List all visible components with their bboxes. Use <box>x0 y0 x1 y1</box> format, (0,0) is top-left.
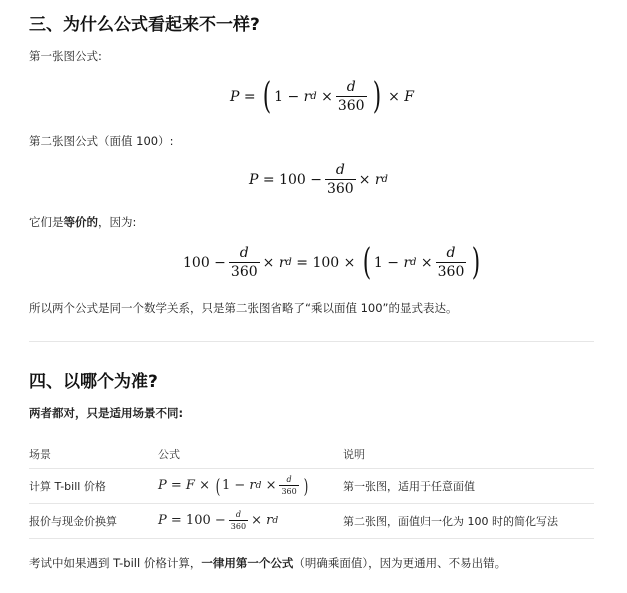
section-divider <box>29 341 594 342</box>
cell-note: 第二张图，面值归一化为 100 时的简化写法 <box>343 503 594 538</box>
formula-2-label: 第二张图公式（面值 100）: <box>29 134 174 148</box>
equivalence-text: 它们是等价的，因为: <box>29 215 137 229</box>
section-3-title: 三、为什么公式看起来不一样? <box>29 15 260 35</box>
formula-2: P = 100 − $\frac{d}{360}$ × r d <box>249 162 388 197</box>
header-formula: 公式 <box>158 440 343 468</box>
scenario-table <box>29 440 594 539</box>
cell-note: 第一张图，适用于任意面值 <box>343 468 594 503</box>
header-scene: 场景 <box>29 440 158 468</box>
equivalence-formula: 100 − $\frac{d}{360}$ × r d = 100 × ( 1 − r d × $\frac{d}{360}$ ) <box>183 242 481 283</box>
header-note: 说明 <box>343 440 594 468</box>
table-row <box>29 468 594 503</box>
section-4-subtitle: 两者都对，只是适用场景不同: <box>29 406 184 420</box>
formula-1: P = ( 1 − r d × $\frac{d}{360}$ ) × F <box>230 76 414 117</box>
cell-scene: 报价与现金价换算 <box>29 503 158 538</box>
table-header-row <box>29 440 594 468</box>
cell-formula: P = 100 − $\frac{d}{360}$ × r d <box>158 503 343 538</box>
formula-1-label: 第一张图公式: <box>29 49 102 63</box>
footer-text: 考试中如果遇到 T-bill 价格计算，一律用第一个公式（明确乘面值），因为更通用、不易出错。 <box>29 556 507 570</box>
section-4-title: 四、以哪个为准? <box>29 372 158 392</box>
cell-scene: 计算 T-bill 价格 <box>29 468 158 503</box>
cell-formula: P = F × ( 1 − r d × $\frac{d}{360}$ ) <box>158 468 343 503</box>
table-row <box>29 503 594 538</box>
conclusion-text: 所以两个公式是同一个数学关系，只是第二张图省略了“乘以面值 100”的显式表达。 <box>29 301 458 315</box>
